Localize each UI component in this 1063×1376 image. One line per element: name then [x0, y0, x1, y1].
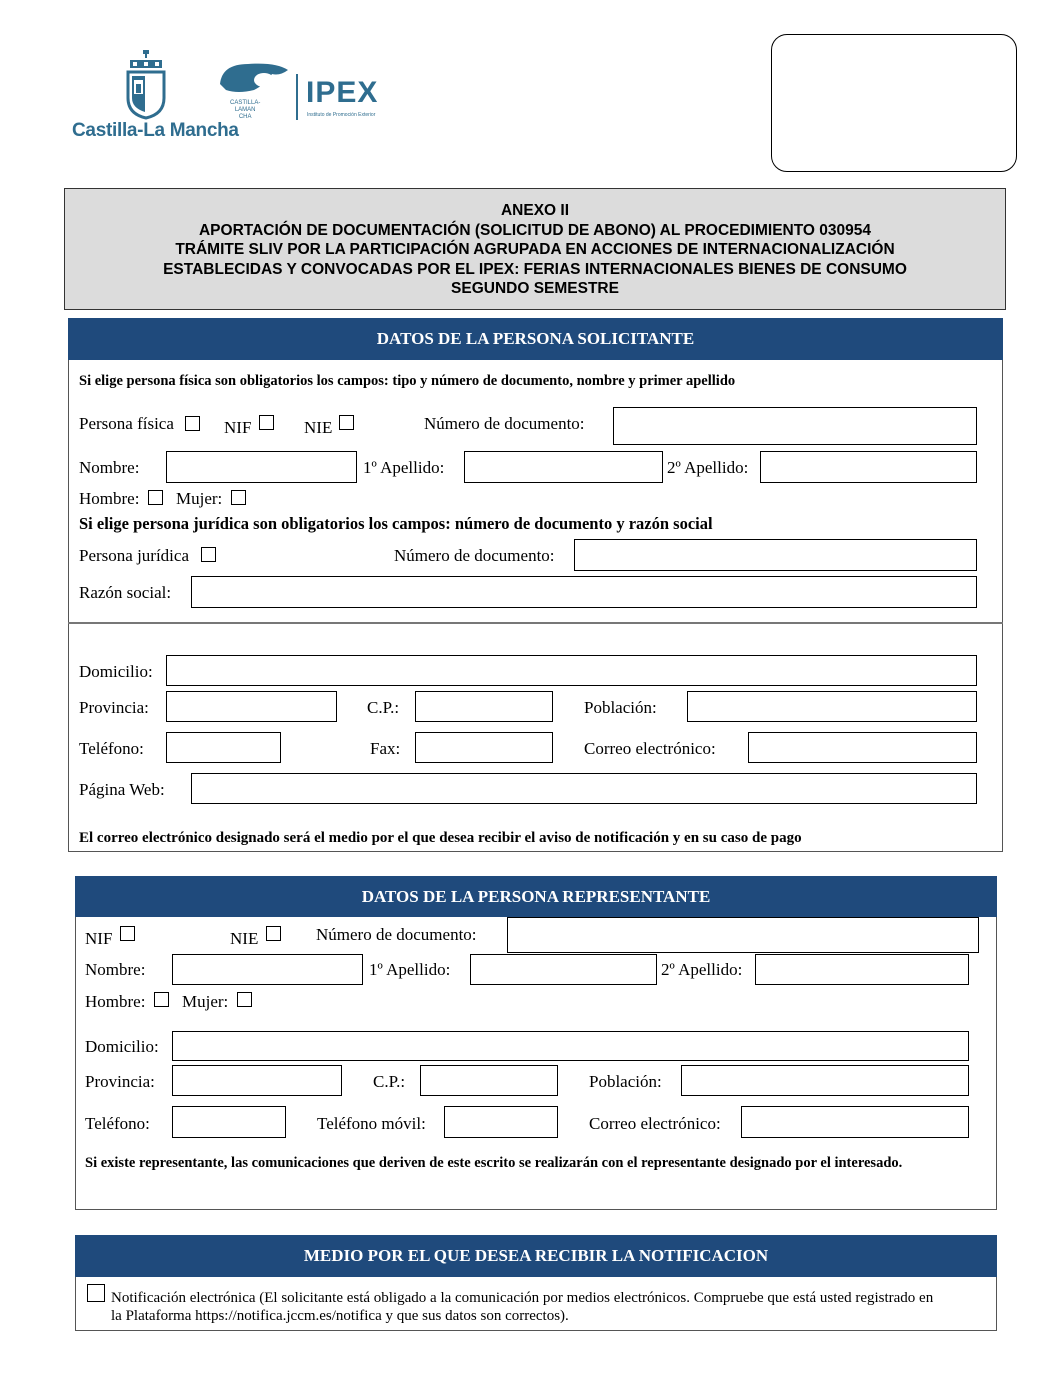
- rep-telefono-movil-label: Teléfono móvil:: [317, 1114, 426, 1133]
- fax-input[interactable]: [415, 732, 553, 763]
- rep-hombre-checkbox[interactable]: [154, 992, 169, 1007]
- rep-telefono-label: Teléfono:: [85, 1114, 150, 1133]
- rep-apellido2-label: 2º Apellido:: [661, 960, 743, 979]
- numero-documento-input[interactable]: [613, 407, 977, 445]
- title-line-5: SEGUNDO SEMESTRE: [451, 280, 619, 297]
- rep-correo-input[interactable]: [741, 1106, 969, 1138]
- rep-telefono-movil-input[interactable]: [444, 1106, 558, 1138]
- correo-input[interactable]: [748, 732, 977, 763]
- solicitante-divider: [68, 622, 1003, 624]
- rep-nif-label: NIF: [85, 929, 113, 948]
- rep-cp-label: C.P.:: [373, 1072, 406, 1091]
- notificacion-line-2: la Plataforma https://notifica.jccm.es/notifica y que sus datos son correctos).: [111, 1308, 569, 1324]
- clm-shield-icon: [124, 50, 168, 120]
- rep-provincia-label: Provincia:: [85, 1072, 155, 1091]
- rep-mujer-label: Mujer:: [182, 992, 229, 1011]
- provincia-label: Provincia:: [79, 698, 149, 717]
- pagina-web-input[interactable]: [191, 773, 977, 804]
- razon-social-label: Razón social:: [79, 583, 172, 602]
- rep-domicilio-input[interactable]: [172, 1031, 969, 1061]
- razon-social-input[interactable]: [191, 576, 977, 608]
- note-persona-fisica: Si elige persona física son obligatorios los campos: tipo y número de documento, nombre y primer apellido: [79, 373, 736, 389]
- nombre-input[interactable]: [166, 451, 357, 483]
- apellido1-label: 1º Apellido:: [363, 458, 445, 477]
- logo-area: [70, 48, 380, 148]
- registration-stamp-box: [771, 34, 1017, 172]
- rep-domicilio-label: Domicilio:: [85, 1037, 159, 1056]
- ipex-logo-text: IPEX: [306, 76, 379, 109]
- provincia-input[interactable]: [166, 691, 337, 722]
- notificacion-line-1: Notificación electrónica (El solicitante está obligado a la comunicación por medios electrónicos. Compruebe que está usted registrado en: [111, 1290, 934, 1306]
- domicilio-input[interactable]: [166, 655, 977, 686]
- ipex-subtitle-text: Instituto de Promoción Exterior: [307, 112, 376, 118]
- mujer-label: Mujer:: [176, 489, 223, 508]
- notificacion-electronica-checkbox[interactable]: [87, 1284, 105, 1302]
- numero-documento-juridica-label: Número de documento:: [394, 546, 555, 565]
- title-line-1: ANEXO II: [500, 202, 570, 219]
- title-line-2: APORTACIÓN DE DOCUMENTACIÓN (SOLICITUD DE ABONO) AL PROCEDIMIENTO 030954: [198, 221, 871, 239]
- persona-fisica-label: Persona física: [79, 414, 174, 433]
- notificacion-header: MEDIO POR EL QUE DESEA RECIBIR LA NOTIFICACION: [75, 1235, 997, 1277]
- castilla-small-text: CASTILLA- LAMAN CHA: [230, 100, 261, 120]
- clm-logo-text: Castilla-La Mancha: [72, 120, 239, 141]
- form-title-box: [64, 188, 1006, 310]
- title-line-3: TRÁMITE SLIV POR LA PARTICIPACIÓN AGRUPADA EN ACCIONES DE INTERNACIONALIZACIÓN: [175, 241, 895, 258]
- telefono-label: Teléfono:: [79, 739, 144, 758]
- rep-nombre-label: Nombre:: [85, 960, 146, 979]
- cp-input[interactable]: [415, 691, 553, 722]
- rep-telefono-input[interactable]: [172, 1106, 286, 1138]
- telefono-input[interactable]: [166, 732, 281, 763]
- ipex-emblem-icon: [218, 60, 290, 98]
- fax-label: Fax:: [370, 739, 401, 758]
- note-persona-juridica: Si elige persona jurídica son obligatorios los campos: número de documento y razón social: [79, 514, 713, 533]
- rep-numero-documento-input[interactable]: [507, 917, 979, 953]
- apellido1-input[interactable]: [464, 451, 663, 483]
- nombre-label: Nombre:: [79, 458, 140, 477]
- rep-provincia-input[interactable]: [172, 1065, 342, 1096]
- rep-correo-label: Correo electrónico:: [589, 1114, 721, 1133]
- numero-documento-juridica-input[interactable]: [574, 539, 977, 571]
- nif-checkbox[interactable]: [259, 415, 274, 430]
- poblacion-input[interactable]: [687, 691, 977, 722]
- rep-poblacion-input[interactable]: [681, 1065, 969, 1096]
- persona-fisica-checkbox[interactable]: [185, 416, 200, 431]
- nie-label: NIE: [304, 418, 333, 437]
- pagina-web-label: Página Web:: [79, 780, 165, 799]
- title-line-4: ESTABLECIDAS Y CONVOCADAS POR EL IPEX: FERIAS INTERNACIONALES BIENES DE CONSUMO: [163, 260, 907, 278]
- apellido2-label: 2º Apellido:: [667, 458, 749, 477]
- rep-apellido1-label: 1º Apellido:: [369, 960, 451, 979]
- representante-header: DATOS DE LA PERSONA REPRESENTANTE: [75, 876, 997, 917]
- ipex-divider: [296, 74, 298, 120]
- nif-label: NIF: [224, 418, 252, 437]
- rep-note: Si existe representante, las comunicaciones que deriven de este escrito se realizarán con el representante designado por el interesado.: [85, 1155, 903, 1171]
- hombre-label: Hombre:: [79, 489, 140, 508]
- rep-nif-checkbox[interactable]: [120, 926, 135, 941]
- solicitante-header: DATOS DE LA PERSONA SOLICITANTE: [68, 318, 1003, 360]
- rep-mujer-checkbox[interactable]: [237, 992, 252, 1007]
- rep-nie-checkbox[interactable]: [266, 926, 281, 941]
- apellido2-input[interactable]: [760, 451, 977, 483]
- poblacion-label: Población:: [584, 698, 657, 717]
- persona-juridica-checkbox[interactable]: [201, 547, 216, 562]
- rep-apellido2-input[interactable]: [755, 954, 969, 985]
- correo-label: Correo electrónico:: [584, 739, 716, 758]
- note-correo: El correo electrónico designado será el medio por el que desea recibir el aviso de notificación y en su caso de pago: [79, 830, 802, 846]
- rep-numero-documento-label: Número de documento:: [316, 925, 477, 944]
- rep-poblacion-label: Población:: [589, 1072, 662, 1091]
- rep-hombre-label: Hombre:: [85, 992, 146, 1011]
- numero-documento-label: Número de documento:: [424, 414, 585, 433]
- hombre-checkbox[interactable]: [148, 490, 163, 505]
- rep-nie-label: NIE: [230, 929, 259, 948]
- persona-juridica-label: Persona jurídica: [79, 546, 189, 565]
- rep-cp-input[interactable]: [420, 1065, 558, 1096]
- nie-checkbox[interactable]: [339, 415, 354, 430]
- mujer-checkbox[interactable]: [231, 490, 246, 505]
- domicilio-label: Domicilio:: [79, 662, 153, 681]
- cp-label: C.P.:: [367, 698, 400, 717]
- rep-apellido1-input[interactable]: [470, 954, 657, 985]
- rep-nombre-input[interactable]: [172, 954, 363, 985]
